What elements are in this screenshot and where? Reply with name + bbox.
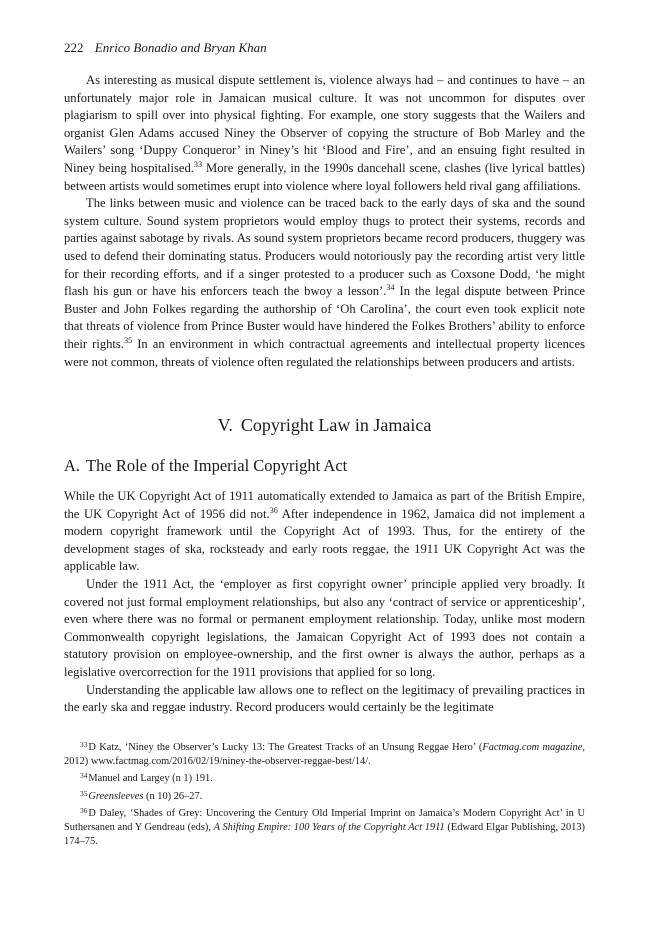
body-paragraph (64, 576, 585, 682)
text-run: D Daley, ‘Shades of Grey: Uncovering the Century Old Imperial Imprint on Jamaica’s Modern Copyright Act’ in U Suthersanen and Y Gendreau (eds), (64, 807, 585, 834)
section-heading (64, 413, 585, 437)
footnotes (64, 738, 585, 849)
page-number: 222 (64, 40, 84, 55)
running-head (64, 40, 584, 56)
footnote-reference: 35 (123, 335, 133, 345)
text-run: (n 10) 26–27. (143, 790, 203, 802)
text-run: Manuel and Largey (n 1) 191. (88, 773, 213, 785)
text-run: D Katz, ‘Niney the Observer’s Lucky 13: The Greatest Tracks of an Unsung Reggae Hero’ ( (88, 742, 483, 753)
text-run: , 2012) www.factmag.com/2016/02/19/niney-the-observer-reggae-best/14/. (64, 742, 585, 768)
footnote (64, 804, 585, 850)
footnote-number: 33 (80, 740, 88, 749)
text-run: The links between music and violence can be traced back to the early days of ska and the sound system culture. Sound system proprietors would employ thugs to protect their systems, records and parties against sabotage by rivals. As sound system proprietors became record producers, thuggery was used to defend their dominating status. Producers would notoriously pay the recording artist very little for their recording efforts, and if a singer protested to a producer such as Coxsone Dodd, ‘he might flash his gun or have his enforcers teach the bwoy a lesson’. (64, 196, 585, 299)
footnote (64, 769, 585, 786)
footnote-number: 34 (80, 771, 88, 781)
body-paragraph (64, 195, 585, 371)
text-run: After independence in 1962, Jamaica did not implement a modern copyright framework until the Copyright Act of 1993. Thus, for the entirety of the development stages of ska, rocksteady and early roots reggae, the 1911 UK Copyright Act was the applicable law. (64, 506, 585, 574)
subsection-heading (64, 455, 585, 477)
body-paragraph (64, 682, 585, 717)
section-title: Copyright Law in Jamaica (240, 415, 432, 435)
text-run: (Edward Elgar Publishing, 2013) 174–75. (64, 822, 585, 848)
italic-text: Factmag.com magazine (482, 742, 583, 753)
footnote-reference: 34 (386, 283, 395, 293)
footnote (64, 738, 585, 769)
section-number: V. (217, 415, 233, 435)
footnote-reference: 36 (269, 505, 278, 515)
body-paragraph (64, 488, 585, 576)
text-run: More generally, in the 1990s dancehall scene, clashes (live lyrical battles) between artists would sometimes erupt into violence where loyal followers held rival gang affiliations. (64, 160, 586, 193)
text-run: While the UK Copyright Act of 1911 automatically extended to Jamaica as part of the British Empire, the UK Copyright Act of 1956 did not. (64, 489, 585, 521)
footnote-number: 36 (80, 805, 88, 815)
running-head-authors: Enrico Bonadio and Bryan Khan (94, 40, 267, 55)
footnote (64, 787, 585, 804)
body-paragraph (64, 72, 585, 195)
subsection-number: A. (64, 456, 81, 475)
body-text-block-1 (64, 72, 585, 371)
text-run: Under the 1911 Act, the ‘employer as first copyright owner’ principle applied very broadly. It covered not just formal employment relationships, but also any ‘contract of service or apprenticeship’, even where there was no formal or permanent employment relationship. Today, unlike most modern Commonwealth copyright legislations, the Jamaican Copyright Act of 1993 does not contain a statutory provision on employee-ownership, and the first owner is always the author, perhaps as a legislative overcorrection for the 1911 provisions that applied for so long. (64, 576, 585, 679)
text-run: Understanding the applicable law allows one to reflect on the legitimacy of prevailing practices in the early ska and reggae industry. Record producers would certainly be the legitimate (64, 682, 585, 715)
footnote-number: 35 (80, 788, 88, 798)
subsection-title: The Role of the Imperial Copyright Act (86, 456, 348, 475)
italic-text: Greensleeves (88, 790, 144, 802)
body-text-block-2 (64, 488, 585, 717)
text-run: In an environment in which contractual agreements and intellectual property licences were not common, threats of violence often regulated the relationships between producers and artists. (64, 336, 585, 369)
italic-text: A Shifting Empire: 100 Years of the Copyright Act 1911 (213, 822, 445, 834)
text-run: As interesting as musical dispute settlement is, violence always had – and continues to have – an unfortunately major role in Jamaican musical culture. It was not uncommon for disputes over plagiarism to spill over into physical fighting. For example, one story suggests that the Wailers and organist Glen Adams accused Niney the Observer of copying the structure of Bob Marley and the Wailers’ song ‘Duppy Conqueror’ in Niney’s hit ‘Blood and Fire’, and an ensuing fight resulted in Niney being hospitalised. (64, 73, 585, 175)
text-run: In the legal dispute between Prince Buster and John Folkes regarding the authorship of ‘Oh Carolina’, the court even took explicit note that threats of violence from Prince Buster would have hindered the Folkes Brothers’ ability to enforce their rights. (64, 284, 586, 351)
footnote-reference: 33 (193, 159, 203, 169)
